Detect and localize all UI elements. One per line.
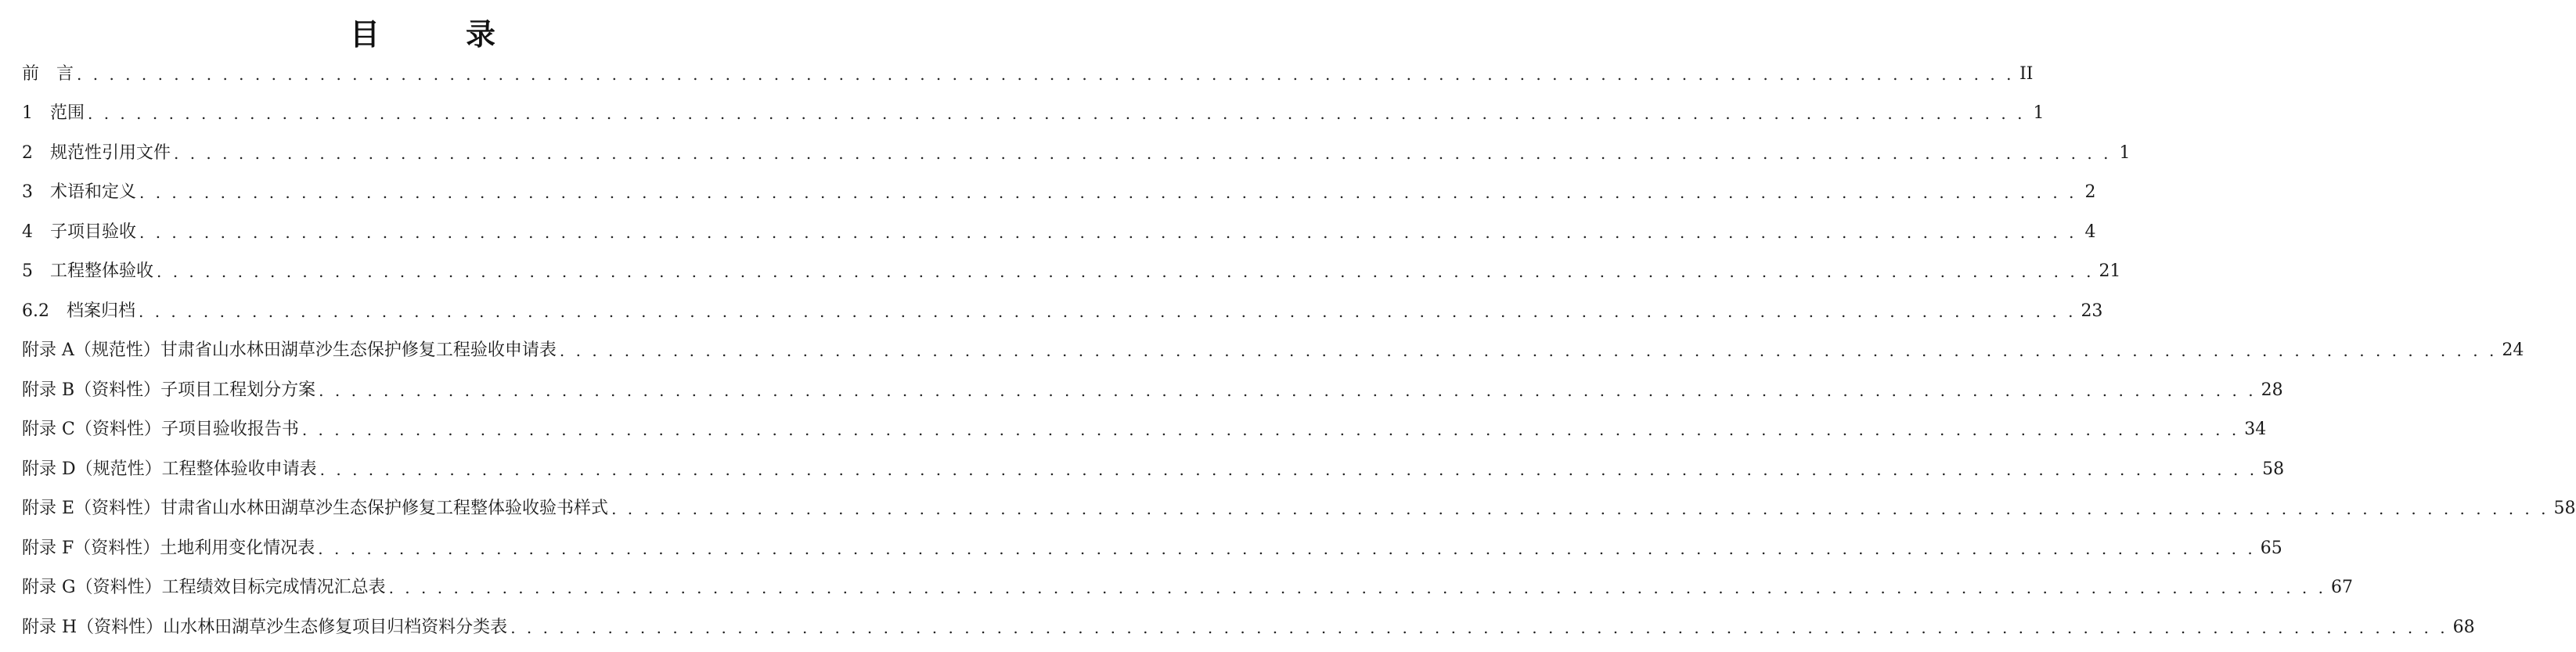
toc-entry-label: 2 规范性引用文件 [22,142,171,163]
toc-leader-dots: . . . . . . . . . . . . . . . . . . . . . . . . . . . . . . . . . . . . . . . . . . . . . . . . . . . . . . . . . . . . . . . . . . . . . . . . . . . . . . . . . . . . . . . . . . . . . . . . . . . . . . . . . . . . . . . . . . . . . . . . [301,420,2240,439]
toc-entry[interactable] [22,131,2131,171]
toc-entry-label: 1 范围 [22,103,85,123]
toc-leader-dots: . . . . . . . . . . . . . . . . . . . . . . . . . . . . . . . . . . . . . . . . . . . . . . . . . . . . . . . . . . . . . . . . . . . . . . . . . . . . . . . . . . . . . . . . . . . . . . . . . . . . . . . . . . . . . . . . . . . . . . . . [157,262,2095,281]
toc-leader-dots: . . . . . . . . . . . . . . . . . . . . . . . . . . . . . . . . . . . . . . . . . . . . . . . . . . . . . . . . . . . . . . . . . . . . . . . . . . . . . . . . . . . . . . . . . . . . . . . . . . . . . . . . . . . . . . . . . . . . . . . . [319,380,2257,400]
toc-entry-page-number: 23 [2081,301,2103,321]
toc-leader-dots: . . . . . . . . . . . . . . . . . . . . . . . . . . . . . . . . . . . . . . . . . . . . . . . . . . . . . . . . . . . . . . . . . . . . . . . . . . . . . . . . . . . . . . . . . . . . . . . . . . . . . . . . . . . . . . . . . . . . . . . . [77,64,2015,84]
toc-entry[interactable] [22,447,2285,487]
toc-leader-dots: . . . . . . . . . . . . . . . . . . . . . . . . . . . . . . . . . . . . . . . . . . . . . . . . . . . . . . . . . . . . . . . . . . . . . . . . . . . . . . . . . . . . . . . . . . . . . . . . . . . . . . . . . . . . . . . . . . . . . . . . [510,618,2448,637]
toc-entry-page-number: 28 [2261,380,2283,400]
toc-entry-label: 附录 H（资料性）山水林田湖草沙生态修复项目归档资料分类表 [22,617,508,637]
toc-entry-page-number: 58 [2262,459,2285,479]
toc-entry-page-number: 67 [2331,578,2354,597]
toc-entry-label: 附录 G（资料性）工程绩效目标完成情况汇总表 [22,578,386,597]
toc-entry[interactable] [22,408,2267,448]
toc-list [22,52,2576,645]
toc-leader-dots: . . . . . . . . . . . . . . . . . . . . . . . . . . . . . . . . . . . . . . . . . . . . . . . . . . . . . . . . . . . . . . . . . . . . . . . . . . . . . . . . . . . . . . . . . . . . . . . . . . . . . . . . . . . . . . . . . . . . . . . . [139,222,2077,242]
toc-entry-page-number: 24 [2502,340,2524,360]
toc-leader-dots: . . . . . . . . . . . . . . . . . . . . . . . . . . . . . . . . . . . . . . . . . . . . . . . . . . . . . . . . . . . . . . . . . . . . . . . . . . . . . . . . . . . . . . . . . . . . . . . . . . . . . . . . . . . . . . . . . . . . . . . . [174,143,2112,163]
toc-entry[interactable] [22,605,2475,645]
toc-leader-dots: . . . . . . . . . . . . . . . . . . . . . . . . . . . . . . . . . . . . . . . . . . . . . . . . . . . . . . . . . . . . . . . . . . . . . . . . . . . . . . . . . . . . . . . . . . . . . . . . . . . . . . . . . . . . . . . . . . . . . . . . [139,301,2077,321]
toc-entry[interactable] [22,52,2034,92]
toc-entry[interactable] [22,171,2096,211]
toc-entry-page-number: II [2019,63,2034,84]
toc-entry[interactable] [22,210,2096,250]
toc-entry-label: 5 工程整体验收 [22,261,153,281]
toc-entry-label: 6.2 档案归档 [22,301,135,321]
toc-leader-dots: . . . . . . . . . . . . . . . . . . . . . . . . . . . . . . . . . . . . . . . . . . . . . . . . . . . . . . . . . . . . . . . . . . . . . . . . . . . . . . . . . . . . . . . . . . . . . . . . . . . . . . . . . . . . . . . . . . . . . . . . [318,539,2256,558]
toc-entry-label: 附录 A（规范性）甘肃省山水林田湖草沙生态保护修复工程验收申请表 [22,340,557,360]
toc-entry-page-number: 68 [2452,617,2475,637]
toc-entry-label: 附录 E（资料性）甘肃省山水林田湖草沙生态保护修复工程整体验收验书样式 [22,499,609,518]
toc-entry-label: 附录 B（资料性）子项目工程划分方案 [22,380,316,400]
toc-entry-label: 附录 C（资料性）子项目验收报告书 [22,420,299,439]
toc-leader-dots: . . . . . . . . . . . . . . . . . . . . . . . . . . . . . . . . . . . . . . . . . . . . . . . . . . . . . . . . . . . . . . . . . . . . . . . . . . . . . . . . . . . . . . . . . . . . . . . . . . . . . . . . . . . . . . . . . . . . . . . . [88,104,2026,123]
toc-entry[interactable] [22,250,2121,290]
toc-entry[interactable] [22,526,2282,566]
toc-entry-label: 前 言 [22,63,74,84]
toc-entry[interactable] [22,329,2524,369]
toc-entry-label: 4 子项目验收 [22,222,136,242]
toc-leader-dots: . . . . . . . . . . . . . . . . . . . . . . . . . . . . . . . . . . . . . . . . . . . . . . . . . . . . . . . . . . . . . . . . . . . . . . . . . . . . . . . . . . . . . . . . . . . . . . . . . . . . . . . . . . . . . . . . . . . . . . . . [319,459,2258,479]
toc-leader-dots: . . . . . . . . . . . . . . . . . . . . . . . . . . . . . . . . . . . . . . . . . . . . . . . . . . . . . . . . . . . . . . . . . . . . . . . . . . . . . . . . . . . . . . . . . . . . . . . . . . . . . . . . . . . . . . . . . . . . . . . . [559,341,2498,360]
toc-entry[interactable] [22,368,2283,408]
toc-entry-label: 附录 F（资料性）土地利用变化情况表 [22,538,315,558]
toc-entry-label: 3 术语和定义 [22,182,136,202]
toc-entry[interactable] [22,566,2354,606]
toc-entry-page-number: 1 [2119,142,2131,163]
toc-entry-page-number: 21 [2099,261,2121,281]
toc-entry[interactable] [22,289,2103,329]
toc-entry-page-number: 65 [2260,538,2282,558]
toc-title: 目 录 [349,17,524,52]
toc-leader-dots: . . . . . . . . . . . . . . . . . . . . . . . . . . . . . . . . . . . . . . . . . . . . . . . . . . . . . . . . . . . . . . . . . . . . . . . . . . . . . . . . . . . . . . . . . . . . . . . . . . . . . . . . . . . . . . . . . . . . . . . . [139,183,2077,202]
toc-leader-dots: . . . . . . . . . . . . . . . . . . . . . . . . . . . . . . . . . . . . . . . . . . . . . . . . . . . . . . . . . . . . . . . . . . . . . . . . . . . . . . . . . . . . . . . . . . . . . . . . . . . . . . . . . . . . . . . . . . . . . . . . [388,578,2327,597]
toc-leader-dots: . . . . . . . . . . . . . . . . . . . . . . . . . . . . . . . . . . . . . . . . . . . . . . . . . . . . . . . . . . . . . . . . . . . . . . . . . . . . . . . . . . . . . . . . . . . . . . . . . . . . . . . . . . . . . . . . . . . . . . . . [611,499,2549,518]
toc-entry-page-number: 4 [2084,222,2096,242]
toc-entry-label: 附录 D（规范性）工程整体验收申请表 [22,459,317,479]
toc-entry-page-number: 34 [2244,420,2267,439]
toc-entry[interactable] [22,487,2576,527]
toc-entry-page-number: 58 [2553,499,2576,518]
toc-entry[interactable] [22,92,2045,131]
toc-entry-page-number: 1 [2033,103,2045,123]
toc-entry-page-number: 2 [2084,182,2096,202]
